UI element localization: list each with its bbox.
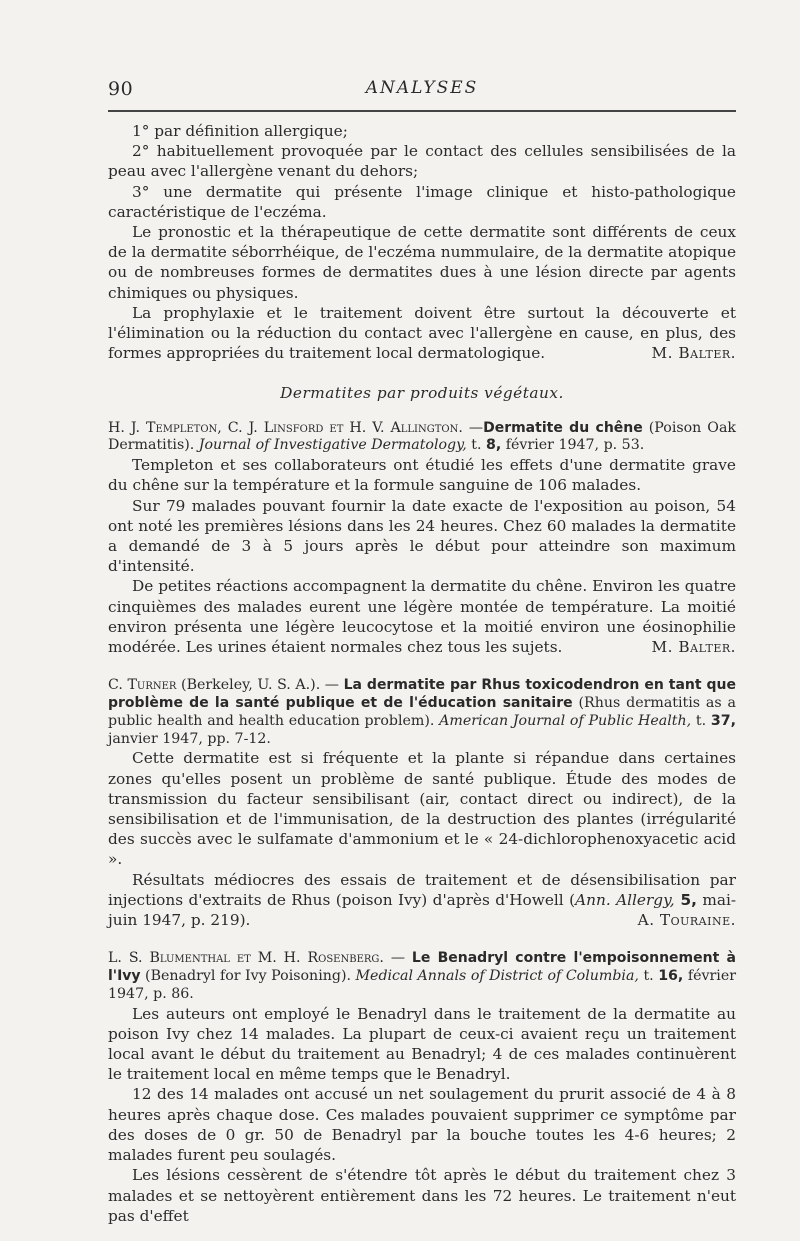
header-rule	[108, 110, 736, 112]
page-number: 90	[108, 78, 134, 100]
paragraph: Sur 79 malades pouvant fournir la date exacte de l'exposition au poison, 54 ont noté les premières lésions dans les 24 heures. Chez 60 malades la dermatite a demandé de 3 à 5 jours après le début pour atteindre son maximum d'intensité.	[108, 496, 736, 576]
paragraph: 2° habituellement provoquée par le contact des cellules sensibilisées de la peau avec l'allergène venant du dehors;	[108, 142, 736, 181]
reference-date-pages: février 1947, p. 53.	[501, 437, 645, 454]
article-subtitle: (Benadryl for Ivy Poisoning).	[140, 968, 356, 985]
paragraph: Le pronostic et la thérapeutique de cette dermatite sont différents de ceux de la dermatite séborrhéique, de l'eczéma nummulaire, de la dermatite atopique ou de nombreuses formes de dermatites dues à une lésion directe par agents chimiques ou physiques.	[108, 223, 736, 302]
article-subtitle: (Rhus dermatitis as a public health and health education problem).	[108, 695, 736, 729]
article-turner	[108, 677, 736, 930]
article-authors: L. S. Blumenthal et M. H. Rosenberg.	[108, 950, 384, 967]
paragraph: Cette dermatite est si fréquente et la plante si répandue dans certaines zones qu'elles posent un problème de santé publique. Étude des modes de transmission du facteur sensibilisant (air, contact direct ou indirect), de la sensibilisation et de l'immunisation, de la destruction des plantes (irrégularité des succès avec le sulfamate d'ammonium et le « 24-dichlorophenoxyacetic acid ».	[108, 749, 736, 869]
paragraph-text: De petites réactions accompagnent la dermatite du chêne. Environ les quatre cinquièmes des malades eurent une légère montée de température. La moitié environ présenta une légère leucocytose et la moitié environ une éosinophilie modérée. Les urines étaient normales chez tous les sujets.	[108, 577, 736, 657]
article-reference	[108, 420, 736, 456]
spacer	[108, 930, 736, 940]
volume-number: 37,	[710, 712, 736, 729]
article-authors: C. Turner	[108, 677, 177, 694]
running-head: ANALYSES	[365, 78, 479, 98]
signature: M. Balter.	[651, 344, 736, 363]
page-body	[108, 121, 736, 1226]
article-affiliation: (Berkeley, U. S. A.). —	[176, 677, 344, 694]
reference-date-pages: janvier 1947, pp. 7-12.	[108, 730, 271, 747]
paragraph-text: Résultats médiocres des essais de traitement et de désensibilisation par injections d'extraits de Rhus (poison Ivy) d'après d'Howell (	[108, 870, 736, 909]
article-title: Le Benadryl contre l'empoisonnement à l'Ivy	[108, 950, 736, 985]
paragraph: 1° par définition allergique;	[132, 122, 348, 140]
article-subtitle: (Poison Oak Dermatitis).	[108, 419, 736, 454]
volume-number: 16,	[658, 968, 684, 985]
article-blumenthal	[108, 950, 736, 1226]
spacer	[108, 657, 736, 667]
paragraph	[108, 870, 736, 931]
signature: A. Touraine.	[637, 911, 736, 930]
volume-prefix: t.	[466, 437, 486, 454]
journal-name: American Journal of Public Health,	[439, 712, 692, 729]
journal-name: Medical Annals of District of Columbia,	[355, 968, 639, 985]
signature: M. Balter.	[651, 638, 736, 657]
volume-prefix: t.	[638, 968, 659, 985]
reference-date-pages: février 1947, p. 86.	[108, 968, 737, 1002]
volume-number: 8,	[486, 437, 502, 454]
paragraph	[108, 303, 736, 364]
article-authors: H. J. Templeton, C. J. Linsford et H. V. Allington.	[108, 419, 463, 436]
cited-volume: 5,	[674, 890, 697, 909]
article-reference	[108, 950, 736, 1003]
paragraph	[108, 576, 736, 657]
volume-prefix: t.	[691, 712, 711, 729]
article-title: Dermatite du chêne	[483, 419, 643, 436]
article-reference	[108, 677, 736, 748]
paragraph: Les auteurs ont employé le Benadryl dans le traitement de la dermatite au poison Ivy chez 14 malades. La plupart de ceux-ci avaient reçu un traitement local avant le début du traitement au Benadryl; 4 de ces malades continuèrent le traitement local en même temps que le Benadryl.	[108, 1004, 736, 1084]
section-title: Dermatites par produits végétaux.	[280, 384, 564, 403]
paragraph: 12 des 14 malades ont accusé un net soulagement du prurit associé de 4 à 8 heures après chaque dose. Ces malades pouvaient supprimer ce symptôme par des doses de 0 gr. 50 de Benadryl par la bouche toutes les 4-6 heures; 2 malades furent peu soulagés.	[108, 1085, 736, 1165]
paragraph-text: mai-juin 1947, p. 219).	[108, 890, 737, 930]
paragraph-text: La prophylaxie et le traitement doivent être surtout la découverte et l'élimination ou la réduction du contact avec l'allergène en cause, en plus, des formes appropriées du traitement local dermatologique.	[108, 303, 736, 363]
intro-section	[108, 121, 736, 363]
article-title: La dermatite par Rhus toxicodendron en tant que problème de la santé publique et de l'éducation sanitaire	[108, 677, 737, 712]
paragraph: 3° une dermatite qui présente l'image clinique et histo-pathologique caractéristique de l'eczéma.	[108, 182, 736, 221]
reference-dash: —	[383, 950, 412, 967]
paragraph: Templeton et ses collaborateurs ont étudié les effets d'une dermatite grave du chêne sur la température et la formule sanguine de 106 malades.	[108, 456, 736, 495]
journal-name: Journal of Investigative Dermatology,	[198, 437, 467, 454]
paragraph: Les lésions cessèrent de s'étendre tôt après le début du traitement chez 3 malades et se nettoyèrent entièrement dans les 72 heures. Le traitement n'eut pas d'effet	[108, 1166, 736, 1225]
reference-dash: —	[462, 419, 484, 436]
cited-journal: Ann. Allergy,	[575, 890, 675, 909]
article-templeton	[108, 420, 736, 658]
page-header	[108, 78, 736, 108]
